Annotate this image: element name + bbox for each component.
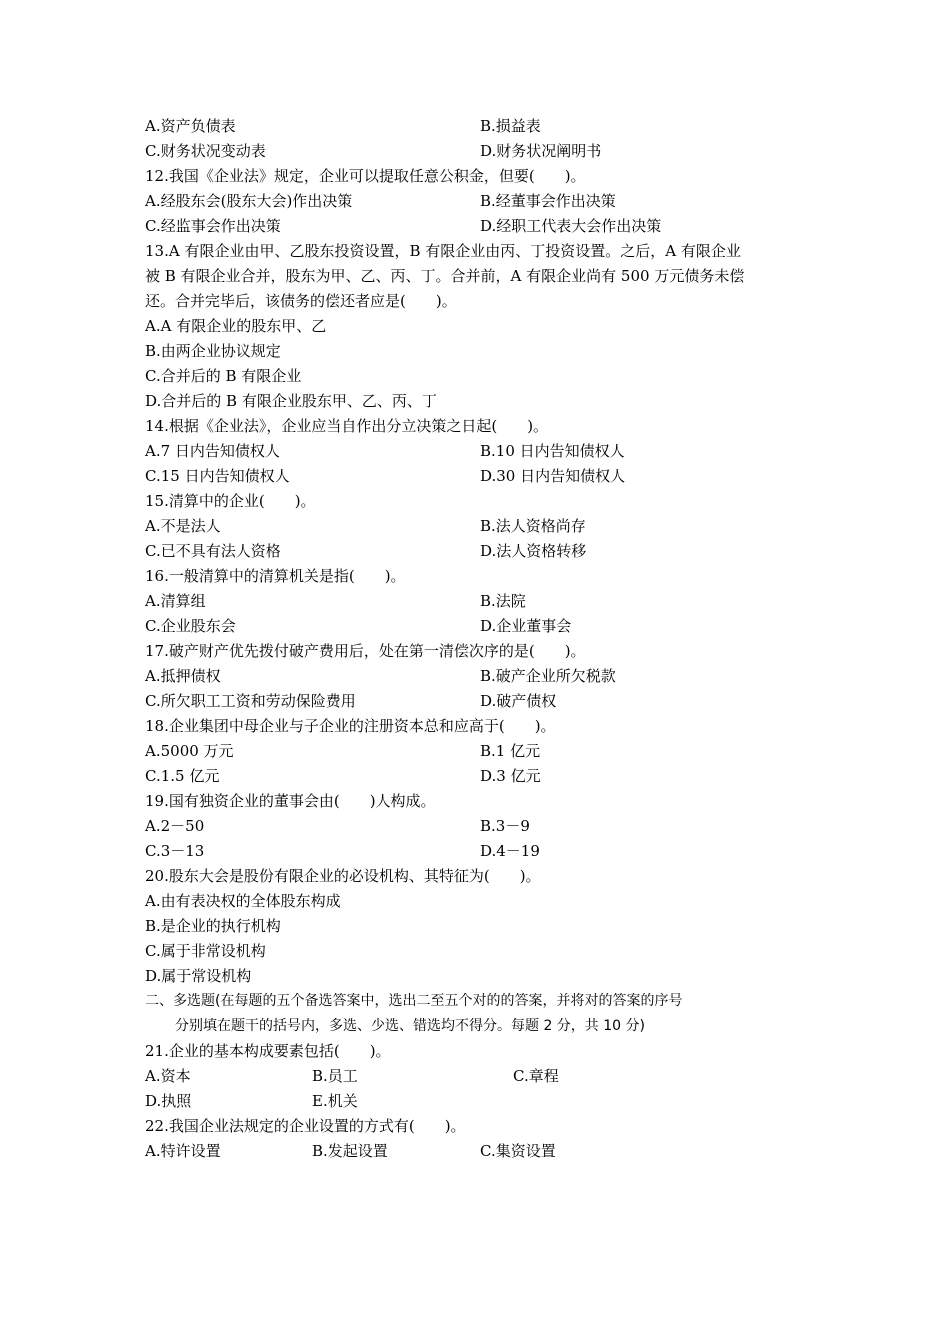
answer-option: B.损益表 (480, 117, 541, 135)
answer-option: B.3－9 (480, 817, 530, 835)
answer-option: A.资本 (145, 1067, 191, 1085)
question-text: C.合并后的 B 有限企业 (145, 367, 302, 385)
answer-option: A.2－50 (145, 817, 205, 835)
answer-option: D.30 日内告知债权人 (480, 467, 626, 485)
question-text: A.A 有限企业的股东甲、乙 (145, 317, 327, 335)
answer-option: D.破产债权 (480, 692, 557, 710)
answer-option: A.不是法人 (145, 517, 221, 535)
question-text: A.由有表决权的全体股东构成 (145, 892, 341, 910)
answer-option: B.员工 (312, 1067, 358, 1085)
option-row (145, 814, 825, 839)
question-text: 21.企业的基本构成要素包括( )。 (145, 1042, 391, 1060)
question-text: 16.一般清算中的清算机关是指( )。 (145, 567, 406, 585)
question-text: 22.我国企业法规定的企业设置的方式有( )。 (145, 1117, 466, 1135)
question-text: 19.国有独资企业的董事会由( )人构成。 (145, 792, 436, 810)
answer-option: C.财务状况变动表 (145, 142, 266, 160)
question-text: C.属于非常设机构 (145, 942, 266, 960)
answer-option: C.企业股东会 (145, 617, 236, 635)
option-row (145, 514, 825, 539)
answer-option: C.集资设置 (480, 1142, 556, 1160)
answer-option: D.4－19 (480, 842, 540, 860)
section-heading: 二、多选题(在每题的五个备选答案中，选出二至五个对的的答案，并将对的答案的序号 (145, 993, 683, 1009)
answer-option: B.发起设置 (312, 1142, 388, 1160)
answer-option: A.经股东会(股东大会)作出决策 (145, 192, 353, 210)
option-row (145, 589, 825, 614)
answer-option: D.经职工代表大会作出决策 (480, 217, 662, 235)
option-row (145, 739, 825, 764)
option-row (145, 539, 825, 564)
document-body (145, 114, 825, 1164)
question-text: 被 B 有限企业合并，股东为甲、乙、丙、丁。合并前，A 有限企业尚有 500 万元债务未偿 (145, 267, 745, 285)
option-row (145, 114, 825, 139)
question-text: 17.破产财产优先拨付破产费用后，处在第一清偿次序的是( )。 (145, 642, 586, 660)
answer-option: A.5000 万元 (145, 742, 234, 760)
question-text: 还。合并完毕后，该债务的偿还者应是( )。 (145, 292, 457, 310)
answer-option: A.抵押债权 (145, 667, 221, 685)
question-text: 12.我国《企业法》规定，企业可以提取任意公积金，但要( )。 (145, 167, 586, 185)
option-row (145, 439, 825, 464)
answer-option: A.资产负债表 (145, 117, 236, 135)
answer-option: B.法人资格尚存 (480, 517, 586, 535)
question-text: 13.A 有限企业由甲、乙股东投资设置，B 有限企业由丙、丁投资设置。之后，A 有限企业 (145, 242, 741, 260)
answer-option: C.经监事会作出决策 (145, 217, 281, 235)
question-text: D.合并后的 B 有限企业股东甲、乙、丙、丁 (145, 392, 437, 410)
question-text: B.是企业的执行机构 (145, 917, 281, 935)
option-row (145, 464, 825, 489)
option-row (145, 214, 825, 239)
answer-option: C.3－13 (145, 842, 205, 860)
answer-option: B.10 日内告知债权人 (480, 442, 625, 460)
question-text: 14.根据《企业法》，企业应当自作出分立决策之日起( )。 (145, 417, 549, 435)
option-row (145, 689, 825, 714)
answer-option: B.破产企业所欠税款 (480, 667, 616, 685)
answer-option: C.已不具有法人资格 (145, 542, 281, 560)
answer-option: D.执照 (145, 1092, 192, 1110)
option-row (145, 764, 825, 789)
question-text: B.由两企业协议规定 (145, 342, 281, 360)
answer-option: B.法院 (480, 592, 526, 610)
answer-option: C.章程 (513, 1067, 559, 1085)
answer-option: D.财务状况阐明书 (480, 142, 602, 160)
option-row (145, 1139, 825, 1164)
question-text: 18.企业集团中母企业与子企业的注册资本总和应高于( )。 (145, 717, 556, 735)
answer-option: D.企业董事会 (480, 617, 572, 635)
answer-option: A.特许设置 (145, 1142, 221, 1160)
option-row (145, 139, 825, 164)
option-row (145, 1064, 825, 1089)
answer-option: C.15 日内告知债权人 (145, 467, 290, 485)
answer-option: D.法人资格转移 (480, 542, 587, 560)
question-text: D.属于常设机构 (145, 967, 252, 985)
answer-option: C.所欠职工工资和劳动保险费用 (145, 692, 356, 710)
answer-option: A.7 日内告知债权人 (145, 442, 280, 460)
answer-option: B.1 亿元 (480, 742, 541, 760)
option-row (145, 1089, 825, 1114)
section-heading: 分别填在题干的括号内，多选、少选、错选均不得分。每题 2 分，共 10 分) (175, 1018, 645, 1034)
question-text: 15.清算中的企业( )。 (145, 492, 316, 510)
question-text: 20.股东大会是股份有限企业的必设机构、其特征为( )。 (145, 867, 541, 885)
answer-option: D.3 亿元 (480, 767, 541, 785)
answer-option: C.1.5 亿元 (145, 767, 220, 785)
option-row (145, 614, 825, 639)
answer-option: B.经董事会作出决策 (480, 192, 616, 210)
option-row (145, 839, 825, 864)
option-row (145, 189, 825, 214)
option-row (145, 664, 825, 689)
answer-option: E.机关 (312, 1092, 358, 1110)
answer-option: A.清算组 (145, 592, 206, 610)
